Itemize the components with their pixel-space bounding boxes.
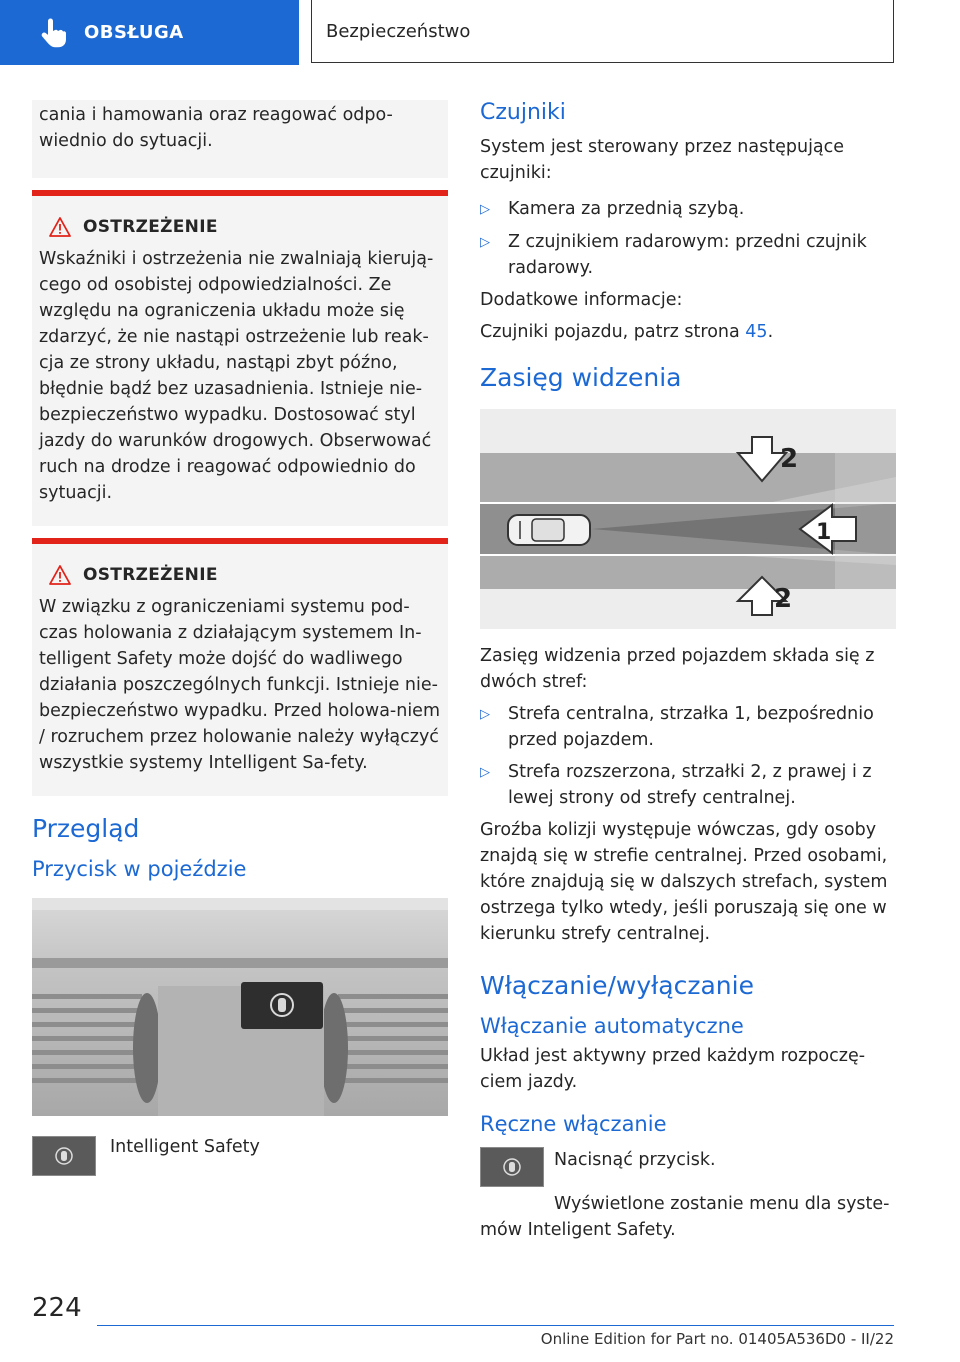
list-item — [480, 759, 896, 811]
heading-sensors: Czujniki — [480, 100, 566, 125]
list-item-text: Strefa rozszerzona, strzałki 2, z prawej i z lewej strony od strefy centralnej. — [508, 762, 872, 808]
diagram-label: 2 — [774, 584, 793, 614]
bullet-triangle-icon: ▷ — [480, 765, 490, 780]
list-item — [480, 196, 896, 223]
footer-edition: Online Edition for Part no. 01405A536D0 - II/22 — [540, 1330, 894, 1348]
heading-auto: Włączanie automatyczne — [480, 1014, 744, 1038]
left-column — [32, 100, 448, 1176]
reference-end: . — [767, 322, 774, 342]
warning-text: Wskaźniki i ostrzeżenia nie zwalniają kierują-cego od osobistej odpowiedzialności. Ze względu na ograniczenia układu może się zdarzyć, że nie nastąpi ostrzeżenie lub reak-cja ze strony układu, nastąpi zbyt późno, błędnie bądź bez uzasadnienia. Istnieje nie-bezpieczeństwo wypadku. Dostosować styl jazdy do warunków drogowych. Obserwować ruch na drodze i reagować odpowiednio do sytuacji. — [39, 249, 434, 503]
list-item-text: Kamera za przednią szybą. — [508, 199, 745, 219]
list-item — [480, 229, 896, 281]
additional-info: Dodatkowe informacje: — [480, 290, 683, 310]
button-legend — [32, 1136, 448, 1176]
heading-manual: Ręczne włączanie — [480, 1112, 667, 1136]
page-link[interactable]: 45 — [745, 322, 768, 342]
warning-title: OSTRZEŻENIE — [83, 565, 218, 585]
heading-overview: Przegląd — [32, 814, 140, 843]
diagram-label: 1 — [816, 520, 832, 545]
footer-divider — [97, 1325, 894, 1326]
intelligent-safety-button[interactable] — [480, 1147, 544, 1187]
list-item — [480, 701, 896, 753]
heading-button: Przycisk w pojeździe — [32, 857, 247, 881]
heading-onoff: Włączanie/wyłączanie — [480, 971, 754, 1000]
hand-pointer-icon — [40, 18, 66, 48]
diagram-label: 2 — [780, 444, 799, 474]
intelligent-safety-button[interactable] — [32, 1136, 96, 1176]
warning-title: OSTRZEŻENIE — [83, 217, 218, 237]
car-icon — [508, 515, 590, 545]
list-item-text: Z czujnikiem radarowym: przedni czujnik radarowy. — [508, 232, 867, 278]
manual-text: Wyświetlone zostanie menu dla syste-mów Inteligent Safety. — [480, 1194, 890, 1240]
section-title-text: Bezpieczeństwo — [326, 20, 471, 42]
range-text: Groźba kolizji występuje wówczas, gdy osoby znajdą się w strefie centralnej. Przed osobami, które znajdują się w dalszych strefach, system ostrzega tylko wtedy, jeśli poruszają się one w kierunku strefy centralnej. — [480, 820, 888, 944]
chapter-tab — [0, 0, 299, 65]
right-column — [480, 100, 896, 1243]
warning-triangle-icon — [49, 565, 71, 585]
list-item-text: Strefa centralna, strzałka 1, bezpośrednio przed pojazdem. — [508, 704, 874, 750]
manual-step-text: Nacisnąć przycisk. — [554, 1150, 716, 1170]
bullet-triangle-icon: ▷ — [480, 235, 490, 250]
reference-text: Czujniki pojazdu, patrz strona — [480, 322, 746, 342]
warning-box-2 — [32, 538, 448, 796]
safety-icon — [503, 1158, 521, 1176]
sensors-reference — [480, 319, 896, 345]
heading-range: Zasięg widzenia — [480, 363, 682, 392]
button-caption: Intelligent Safety — [110, 1137, 260, 1157]
range-diagram — [480, 409, 896, 629]
warning-triangle-icon — [49, 217, 71, 237]
auto-text: Układ jest aktywny przed każdym rozpoczę-ciem jazdy. — [480, 1046, 866, 1092]
chapter-label: OBSŁUGA — [84, 22, 184, 43]
manual-step — [480, 1147, 896, 1187]
section-title — [311, 0, 894, 63]
safety-icon — [55, 1147, 73, 1165]
intro-text: cania i hamowania oraz reagować odpo-wiedn​io do sytuacji. — [39, 105, 393, 151]
sensors-intro: System jest sterowany przez następujące czujniki: — [480, 137, 845, 183]
intro-box — [32, 100, 448, 178]
bullet-triangle-icon: ▷ — [480, 202, 490, 217]
bullet-triangle-icon: ▷ — [480, 707, 490, 722]
dashboard-button-photo — [32, 898, 448, 1116]
page-number: 224 — [32, 1293, 82, 1323]
range-intro: Zasięg widzenia przed pojazdem składa się z dwóch stref: — [480, 646, 875, 692]
warning-text: W związku z ograniczeniami systemu pod-czas holowania z działającym systemem In-telligent Safety może dojść do wadliwego działania poszczególnych funkcji. Istnieje nie-bezpieczeństwo wypadku. Przed holowa-niem / rozruchem przez holowanie należy wyłączyć wszystkie systemy Intelligent Sa-fety. — [39, 597, 440, 773]
warning-box-1 — [32, 190, 448, 526]
